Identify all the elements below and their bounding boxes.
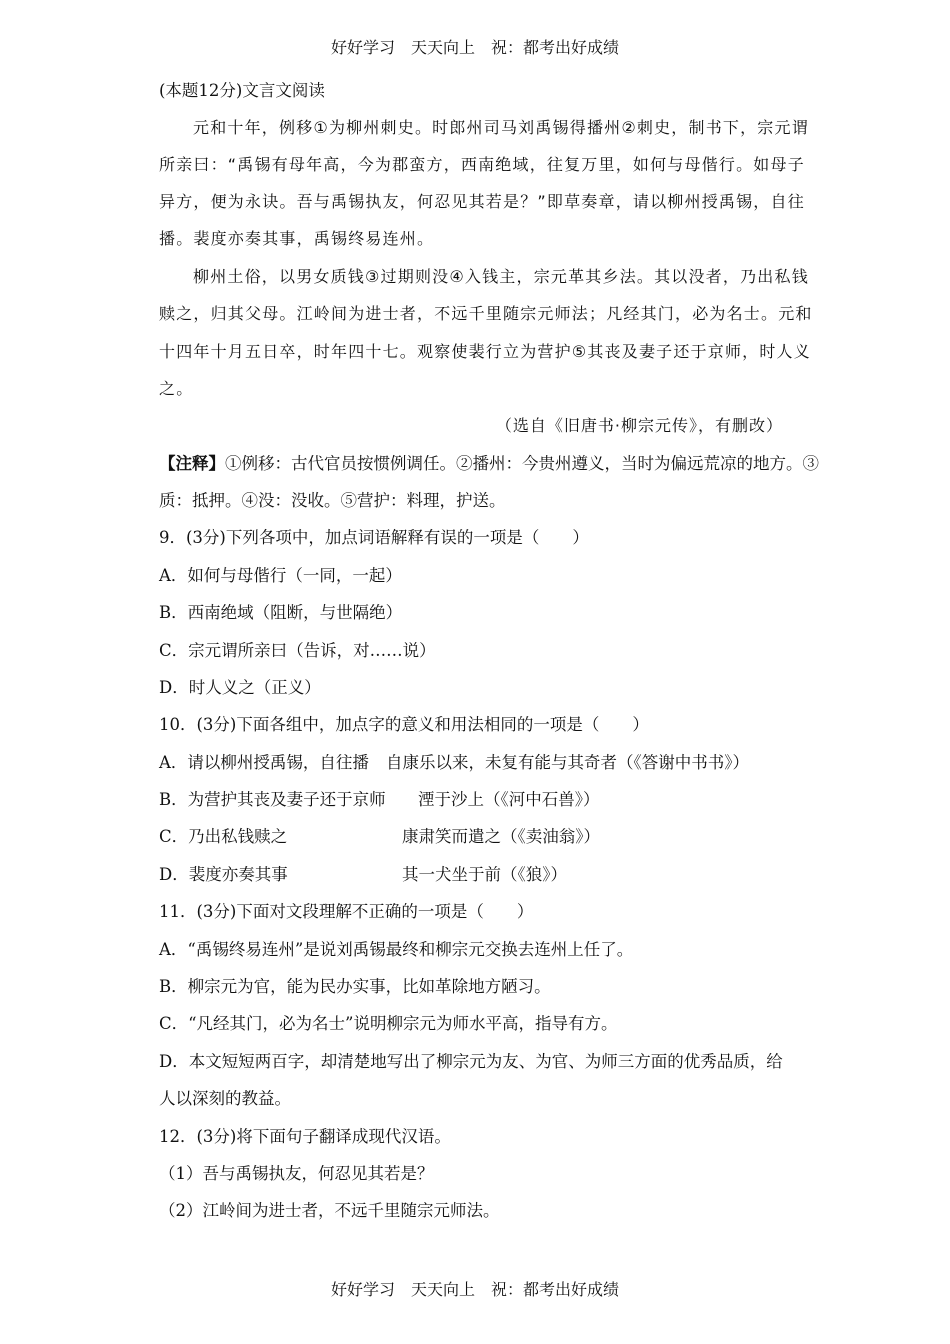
q10-option-right: 其一犬坐于前（《狼》） xyxy=(402,865,567,884)
q10-option-right: 自康乐以来，未复有能与其奇者（《答谢中书书》） xyxy=(386,753,749,772)
q11-option: C．“凡经其门，必为名士”说明柳宗元为师水平高，指导有方。 xyxy=(159,1014,618,1033)
q12-item: （2）江岭间为进士者，不远千里随宗元师法。 xyxy=(159,1201,500,1220)
q9-option: A．如何与母偕行（一同，一起） xyxy=(159,566,402,585)
passage-line: 之。 xyxy=(159,379,194,398)
q11-option: B．柳宗元为官，能为民办实事，比如革除地方陋习。 xyxy=(159,977,551,996)
q9-option: C．宗元谓所亲曰（告诉，对……说） xyxy=(159,641,436,660)
q10-option-right: 湮于沙上（《河中石兽》） xyxy=(418,790,600,809)
page-header: 好好学习 天天向上 祝：都考出好成绩 xyxy=(330,38,619,57)
q10-option-left: B．为营护其丧及妻子还于京师 xyxy=(159,790,386,809)
passage-line: 播。裴度亦奏其事，禹锡终易连州。 xyxy=(159,229,435,248)
passage-line: 十四年十月五日卒，时年四十七。观察使裴行立为营护⑤其丧及妻子还于京师，时人义 xyxy=(159,342,811,361)
q11-option: A．“禹锡终易连州”是说刘禹锡最终和柳宗元交换去连州上任了。 xyxy=(159,940,634,959)
q11-stem: 11．(3分)下面对文段理解不正确的一项是（ ） xyxy=(159,902,534,921)
q12-item: （1）吾与禹锡执友，何忍见其若是？ xyxy=(159,1164,434,1183)
q12-stem: 12．(3分)将下面句子翻译成现代汉语。 xyxy=(159,1127,451,1146)
q11-option-continued: 人以深刻的教益。 xyxy=(159,1089,291,1108)
notes-line xyxy=(159,453,819,475)
passage-source: （选自《旧唐书·柳宗元传》，有删改） xyxy=(495,416,783,435)
passage-line: 异方，便为永诀。吾与禹锡执友，何忍见其若是？”即草奏章，请以柳州授禹锡，自往 xyxy=(159,192,805,211)
notes-line: 质：抵押。④没：没收。⑤营护：料理，护送。 xyxy=(159,491,506,510)
passage-line: 所亲曰：“禹锡有母年高，今为郡蛮方，西南绝域，往复万里，如何与母偕行。如母子 xyxy=(159,155,805,174)
q10-option-left: C．乃出私钱赎之 xyxy=(159,827,288,846)
passage-line: 元和十年，例移①为柳州刺史。时郎州司马刘禹锡得播州②刺史，制书下，宗元谓 xyxy=(193,118,809,137)
q10-option-left: A．请以柳州授禹锡，自往播 xyxy=(159,753,369,772)
q11-option: D．本文短短两百字，却清楚地写出了柳宗元为友、为官、为师三方面的优秀品质，给 xyxy=(159,1052,783,1071)
q9-option: B．西南绝域（阻断，与世隔绝） xyxy=(159,603,403,622)
notes-text: ①例移：古代官员按惯例调任。②播州：今贵州遵义，当时为偏远荒凉的地方。③ xyxy=(225,454,819,473)
q10-option-right: 康肃笑而遣之（《卖油翁》） xyxy=(402,827,600,846)
passage-line: 赎之，归其父母。江岭间为进士者，不远千里随宗元师法；凡经其门，必为名士。元和 xyxy=(159,304,813,323)
q9-stem: 9．(3分)下列各项中，加点词语解释有误的一项是（ ） xyxy=(159,528,589,547)
q10-option-left: D．裴度亦奏其事 xyxy=(159,865,288,884)
q9-option: D．时人义之（正义） xyxy=(159,678,321,697)
notes-label: 【注释】 xyxy=(159,454,225,473)
passage-line: 柳州土俗，以男女质钱③过期则没④入钱主，宗元革其乡法。其以没者，乃出私钱 xyxy=(193,267,809,286)
q10-stem: 10．(3分)下面各组中，加点字的意义和用法相同的一项是（ ） xyxy=(159,715,649,734)
page-footer: 好好学习 天天向上 祝：都考出好成绩 xyxy=(330,1280,619,1299)
section-title: (本题12分)文言文阅读 xyxy=(159,81,325,100)
